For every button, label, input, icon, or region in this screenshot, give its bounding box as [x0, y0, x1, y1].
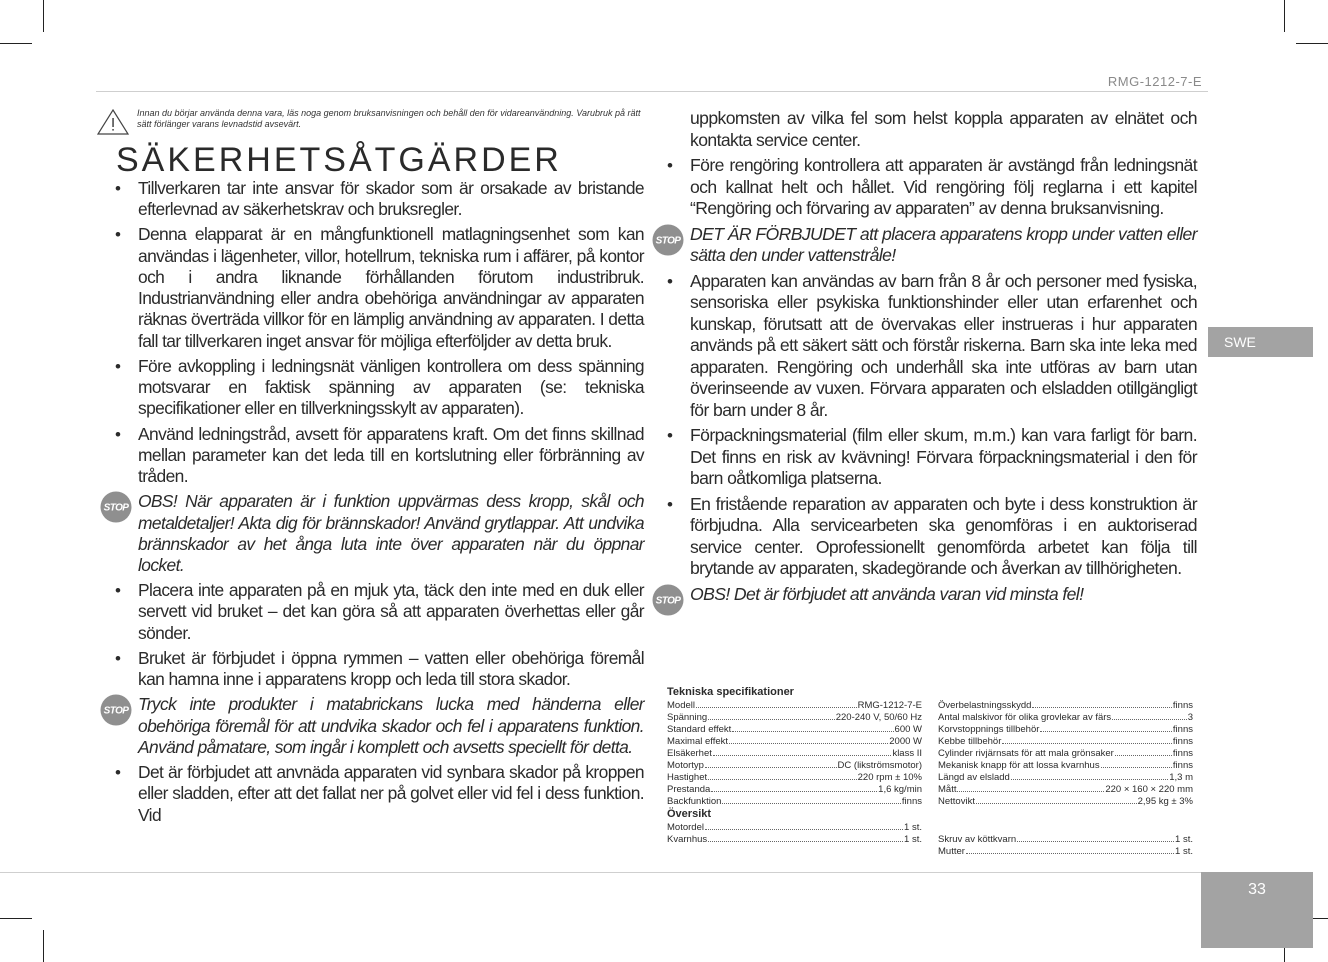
dot-leader	[696, 707, 857, 708]
spec-value: 1 st.	[904, 822, 922, 833]
stop-icon	[100, 491, 132, 523]
page-title: SÄKERHETSÅTGÄRDER	[116, 141, 562, 179]
warning-note	[100, 491, 644, 576]
list-item	[652, 494, 1197, 580]
item-text: Före avkoppling i ledningsnät vänligen kontrollera om dess spänning motsvarar en faktisk spänning av apparaten (se: tekniska specifikationer eller en tillverkningsskylt av apparaten).	[138, 355, 644, 419]
overview-right-column	[938, 834, 1193, 858]
crop-mark	[43, 930, 44, 962]
spec-row	[667, 700, 922, 712]
intro-note	[96, 108, 651, 130]
spec-value: 1,3 m	[1169, 772, 1193, 783]
svg-text:STOP: STOP	[655, 235, 681, 246]
stop-icon	[652, 584, 684, 616]
footer-rule	[0, 872, 1210, 873]
spec-value: RMG-1212-7-E	[857, 700, 922, 711]
spec-row	[667, 834, 922, 846]
bullet: •	[115, 225, 121, 245]
svg-text:STOP: STOP	[655, 595, 681, 606]
spec-value: 1,6 kg/min	[878, 784, 922, 795]
stop-icon	[652, 224, 684, 256]
language-tab: SWE	[1208, 327, 1313, 357]
left-column	[100, 178, 644, 830]
dot-leader	[1040, 731, 1172, 732]
overview-left-column	[667, 822, 922, 858]
bullet: •	[115, 763, 121, 783]
spec-row	[938, 736, 1193, 748]
item-text: Placera inte apparaten på en mjuk yta, täck den inte med en duk eller servett vid bruket – det kan göra så att apparaten överhettas eller går sönder.	[138, 580, 644, 643]
spec-key: Motordel	[667, 822, 704, 833]
spec-key: Korvstoppnings tillbehör	[938, 724, 1040, 735]
right-column	[652, 108, 1197, 609]
header-rule	[96, 91, 1208, 92]
list-item	[100, 224, 644, 351]
bullet: •	[115, 581, 121, 601]
dot-leader	[732, 731, 893, 732]
spec-value: 1 st.	[904, 834, 922, 845]
item-text: Det är förbjudet att anvnäda apparaten vid synbara skador på kroppen eller sladden, efter att det fallat ner på golvet eller vid fel i dess funktion. Vid	[138, 762, 644, 825]
spec-row	[938, 834, 1193, 846]
dot-leader	[1115, 755, 1172, 756]
spec-row	[938, 724, 1193, 736]
spec-key: Modell	[667, 700, 695, 711]
warning-note	[100, 694, 644, 758]
spec-key: Mekanisk knapp för att lossa kvarnhus	[938, 760, 1100, 771]
page-number: 33	[1201, 872, 1313, 948]
item-text: En fristående reparation av apparaten och byte i dess konstruktion är förbjudna. Alla servicearbeten ska genomföras i en auktoriserad service center. Oprofessionellt genomförda arbetet kan följa till brytande av apparaten, skadegörande och åverkan av tillhörigheten.	[690, 493, 1197, 578]
bullet: •	[667, 494, 673, 514]
item-text: OBS! Det är förbjudet att använda varan vid minsta fel!	[690, 583, 1084, 604]
spec-value: finns	[1172, 724, 1193, 735]
model-number: RMG-1212-7-E	[1107, 74, 1202, 89]
spec-key: Prestanda	[667, 784, 711, 795]
item-text: Apparaten kan användas av barn från 8 år och personer med fysiska, sensoriska eller psykiska funktionshinder eller utan erfarenhet och kunskap, förutsatt att de övervakas eller instrueras i hur apparaten används på ett säkert sätt och förstår riskerna. Barn ska inte leka med apparaten. Rengöring och underhåll ska inte utföras av barn utan överinseende av vuxen. Förvara apparaten och elsladden otillgängligt för barn under 8 år.	[690, 270, 1197, 420]
spec-row	[938, 760, 1193, 772]
specs-left-column	[667, 700, 922, 808]
bullet: •	[115, 179, 121, 198]
dot-leader	[722, 803, 901, 804]
spec-row	[667, 748, 922, 760]
spec-row	[938, 748, 1193, 760]
specs-title: Tekniska specifikationer	[667, 686, 794, 698]
spec-key: Överbelastningsskydd	[938, 700, 1032, 711]
dot-leader	[1112, 719, 1187, 720]
spec-value: 2000 W	[889, 736, 922, 747]
dot-leader	[1017, 841, 1174, 842]
specs-right-column	[938, 700, 1193, 808]
spec-value: 220 × 160 × 220 mm	[1105, 784, 1193, 795]
item-text: Tillverkaren tar inte ansvar för skador som är orsakade av bristande efterlevnad av säkerhetskrav och bruksregler.	[138, 178, 644, 220]
spec-key: Mutter	[938, 846, 965, 857]
spec-value: 220-240 V, 50/60 Hz	[835, 712, 922, 723]
item-text: Före rengöring kontrollera att apparaten är avstängd från ledningsnät och kallnat helt och hållet. Vid rengöring följ reglarna i ett kapitel “Rengöring och förvaring av apparaten” av denna bruksanvisning.	[690, 155, 1197, 218]
list-item	[652, 108, 1197, 151]
spec-value: 1 st.	[1175, 846, 1193, 857]
spec-key: Längd av elsladd	[938, 772, 1010, 783]
spec-row	[938, 700, 1193, 712]
spec-row	[667, 796, 922, 808]
spec-row	[667, 736, 922, 748]
spec-key: Cylinder rivjärnsats för att mala grönsaker	[938, 748, 1114, 759]
spec-key: Mått	[938, 784, 957, 795]
bullet: •	[667, 426, 673, 445]
item-text: OBS! När apparaten är i funktion uppvärmas dess kropp, skål och metaldetaljer! Akta dig för brännskador! Använd grytlappar. Att undvika brännskador av het ånga luta inte över apparaten när du öppnar locket.	[138, 491, 644, 575]
overview-title: Översikt	[667, 808, 712, 820]
item-text: Bruket är förbjudet i öppna rymmen – vatten eller obehöriga föremål kan hamna inne i apparatens kropp och leda till stora skador.	[138, 647, 644, 690]
spec-value: 1 st.	[1175, 834, 1193, 845]
spec-key: Spänning	[667, 712, 708, 723]
spec-row	[938, 784, 1193, 796]
spec-row	[667, 712, 922, 724]
spec-key: Standard effekt	[667, 724, 732, 735]
spec-key: Elsäkerhet	[667, 748, 712, 759]
dot-leader	[705, 767, 837, 768]
dot-leader	[966, 853, 1174, 854]
spec-key: Antal malskivor för olika grovlekar av färs	[938, 712, 1112, 723]
spec-row	[667, 760, 922, 772]
spec-row	[667, 784, 922, 796]
spec-row	[938, 846, 1193, 858]
dot-leader	[708, 841, 903, 842]
spec-key: Kvarnhus	[667, 834, 708, 845]
list-item	[100, 178, 644, 220]
spec-key: Backfunktion	[667, 796, 722, 807]
spec-key: Kebbe tillbehör	[938, 736, 1002, 747]
spec-row	[938, 796, 1193, 808]
spec-key: Motortyp	[667, 760, 704, 771]
list-item	[652, 425, 1197, 490]
list-item	[100, 424, 644, 488]
stop-icon	[100, 694, 132, 726]
crop-mark	[0, 43, 32, 44]
spec-row	[667, 772, 922, 784]
list-item	[100, 762, 644, 826]
dot-leader	[1002, 743, 1172, 744]
item-text: DET ÄR FÖRBJUDET att placera apparatens kropp under vatten eller sätta den under vattenstråle!	[690, 223, 1197, 265]
spec-value: finns	[1172, 736, 1193, 747]
spec-value: 600 W	[894, 724, 922, 735]
list-item	[100, 356, 644, 420]
spec-key: Skruv av köttkvarn	[938, 834, 1017, 845]
list-item	[652, 155, 1197, 220]
dot-leader	[708, 779, 857, 780]
crop-mark	[43, 0, 44, 32]
spec-row	[667, 724, 922, 736]
spec-value: finns	[1172, 748, 1193, 759]
crop-mark	[1296, 43, 1328, 44]
list-item	[652, 271, 1197, 422]
dot-leader	[708, 719, 835, 720]
dot-leader	[976, 803, 1137, 804]
spec-value: 3	[1187, 712, 1193, 723]
dot-leader	[1101, 767, 1172, 768]
bullet: •	[667, 271, 673, 291]
item-text: Tryck inte produkter i matabrickans lucka med händerna eller obehöriga föremål för att undvika skador och fel i apparatens funktion. Använd påmatare, som ingår i komplett och avsetts speciellt för detta.	[138, 694, 644, 757]
intro-text: Innan du börjar använda denna vara, läs noga genom bruksanvisningen och behåll den för vidareanvändning. Varubruk på rätt sätt förlänger varans levnadstid avsevärt.	[137, 108, 641, 129]
dot-leader	[1011, 779, 1168, 780]
spec-value: finns	[1172, 760, 1193, 771]
spec-row	[938, 712, 1193, 724]
spec-value: klass II	[892, 748, 922, 759]
list-item	[100, 648, 644, 690]
dot-leader	[957, 791, 1104, 792]
spec-key: Nettovikt	[938, 796, 975, 807]
spec-value: DC (likströmsmotor)	[837, 760, 922, 771]
warning-icon	[96, 108, 130, 136]
dot-leader	[729, 743, 888, 744]
spec-value: finns	[901, 796, 922, 807]
bullet: •	[115, 648, 121, 668]
dot-leader	[713, 755, 892, 756]
item-text: Denna elapparat är en mångfunktionell matlagningsenhet som kan användas i lägenheter, villor, hotellrum, tekniska rum i affärer, på kontor och i andra liknande förhållanden förutom industribruk. Industrianvändning eller andra obehöriga användningar av apparaten räknas överträda villkor för en lämplig användning av apparaten. I detta fall tar tillverkaren inget ansvar för möjliga efterföljder av detta bruk.	[138, 224, 644, 351]
dot-leader	[705, 829, 903, 830]
spec-row	[667, 822, 922, 834]
specifications	[667, 686, 1193, 858]
svg-text:STOP: STOP	[103, 705, 129, 717]
spec-row	[938, 772, 1193, 784]
item-text: uppkomsten av vilka fel som helst koppla apparaten av elnätet och kontakta service center.	[690, 108, 1197, 150]
spec-key: Hastighet	[667, 772, 708, 783]
item-text: Använd ledningstråd, avsett för apparatens kraft. Om det finns skillnad mellan parameter kan det leda till en kortslutning eller förbränning av tråden.	[138, 423, 644, 487]
spec-value: finns	[1172, 700, 1193, 711]
spec-value: 2,95 kg ± 3%	[1137, 796, 1193, 807]
dot-leader	[1032, 707, 1171, 708]
warning-note	[652, 224, 1197, 267]
spec-key: Maximal effekt	[667, 736, 729, 747]
warning-note	[652, 584, 1197, 606]
list-item	[100, 580, 644, 644]
item-text: Förpackningsmaterial (film eller skum, m.m.) kan vara farligt för barn. Det finns en risk av kvävning! Förvara förpackningsmaterial i den för barn oåtkomliga platserna.	[690, 425, 1197, 488]
bullet: •	[115, 424, 121, 444]
svg-text:STOP: STOP	[103, 502, 129, 514]
bullet: •	[667, 156, 673, 175]
spec-value: 220 rpm ± 10%	[857, 772, 922, 783]
bullet: •	[115, 356, 121, 376]
dot-leader	[711, 791, 877, 792]
crop-mark	[0, 918, 32, 919]
crop-mark	[1284, 0, 1285, 32]
